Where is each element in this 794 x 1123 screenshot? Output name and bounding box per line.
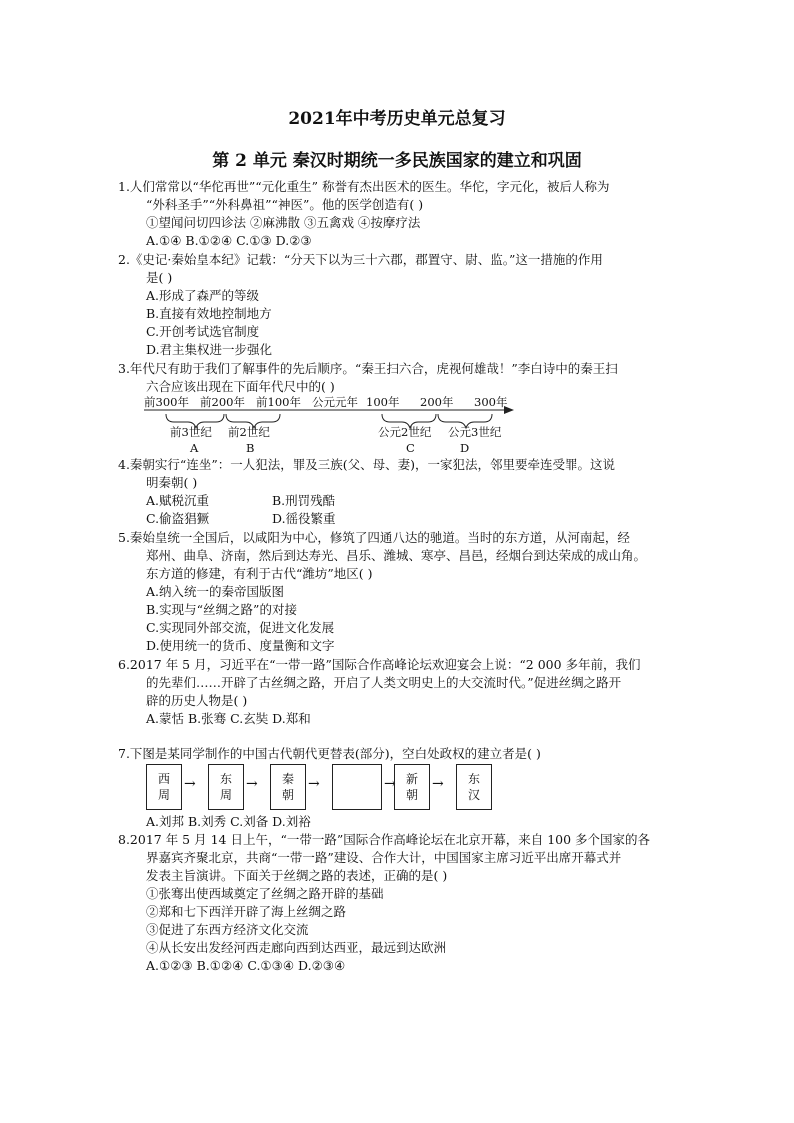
q8-item-4: ④从长安出发经河西走廊向西到达西亚，最远到达欧洲 xyxy=(146,940,447,955)
q8-item-2: ②郑和七下西洋开辟了海上丝绸之路 xyxy=(146,904,347,919)
timeline-ruler xyxy=(144,392,524,462)
dynasty-box-2-bottom: 周 xyxy=(219,788,232,802)
dynasty-box-6-bottom: 汉 xyxy=(467,788,480,802)
arrow-5: → xyxy=(432,776,444,792)
year-label-ad1: 公元元年 xyxy=(312,395,358,409)
span-label-a: 前3世纪 xyxy=(170,425,212,439)
arrow-1: → xyxy=(184,776,196,792)
q2-option-c: C.开创考试选官制度 xyxy=(146,324,260,339)
arrow-3: → xyxy=(308,776,320,792)
year-label-ad200: 200年 xyxy=(420,395,454,409)
letter-c: C xyxy=(406,441,415,455)
year-label-bc300: 前300年 xyxy=(144,395,189,409)
q1-stem-line1: 1.人们常常以“华佗再世”“元化重生” 称誉有杰出医术的医生。华佗，字元化，被后人称为 xyxy=(118,179,610,194)
q6-stem-line2: 的先辈们……开辟了古丝绸之路，开启了人类文明史上的大交流时代。”促进丝绸之路开 xyxy=(146,675,622,690)
year-label-ad100: 100年 xyxy=(366,395,400,409)
q2-option-b: B.直接有效地控制地方 xyxy=(146,306,272,321)
q7-options: A.刘邦 B.刘秀 C.刘备 D.刘裕 xyxy=(146,814,311,829)
q1-items: ①望闻问切四诊法 ②麻沸散 ③五禽戏 ④按摩疗法 xyxy=(146,215,421,230)
dynasty-box-6-top: 东 xyxy=(467,772,480,786)
q5-stem-line3: 东方道的修建，有利于古代“潍坊”地区( ) xyxy=(146,566,373,581)
q6-options: A.蒙恬 B.张骞 C.玄奘 D.郑和 xyxy=(146,711,311,726)
q4-stem-line2: 明秦朝( ) xyxy=(146,475,198,490)
year-label-ad300: 300年 xyxy=(474,395,508,409)
dynasty-box-5-top: 新 xyxy=(405,772,418,786)
q5-option-b: B.实现与“丝绸之路”的对接 xyxy=(146,602,297,617)
q8-item-3: ③促进了东西方经济文化交流 xyxy=(146,922,309,937)
q5-option-d: D.使用统一的货币、度量衡和文字 xyxy=(146,638,335,653)
q4-option-b: B.刑罚残酷 xyxy=(272,493,336,508)
q8-item-1: ①张骞出使西域奠定了丝绸之路开辟的基础 xyxy=(146,886,384,901)
q8-stem-line3: 发表主旨演讲。下面关于丝绸之路的表述，正确的是( ) xyxy=(146,868,448,883)
q4-option-a: A.赋税沉重 xyxy=(146,493,210,508)
dynasty-box-3-top: 秦 xyxy=(281,772,294,786)
dynasty-box-1-bottom: 周 xyxy=(157,788,170,802)
dynasty-box-6 xyxy=(456,764,492,810)
q3-stem-line1: 3.年代尺有助于我们了解事件的先后顺序。“秦王扫六合，虎视何雄哉！”李白诗中的秦王扫 xyxy=(118,361,618,376)
q8-stem-line1: 8.2017 年 5 月 14 日上午，“一带一路”国际合作高峰论坛在北京开幕，来自 100 多个国家的各 xyxy=(118,832,651,847)
span-label-b: 前2世纪 xyxy=(228,425,270,439)
dynasty-box-5-bottom: 朝 xyxy=(405,788,418,802)
letter-d: D xyxy=(460,441,470,455)
q2-stem-line2: 是( ) xyxy=(146,270,173,285)
q3-stem-line2: 六合应该出现在下面年代尺中的( ) xyxy=(146,379,335,394)
dynasty-box-2 xyxy=(208,764,244,810)
letter-a: A xyxy=(190,441,199,455)
arrow-4: → xyxy=(384,776,396,792)
q1-options: A.①④ B.①②④ C.①③ D.②③ xyxy=(146,233,312,248)
q2-option-d: D.君主集权进一步强化 xyxy=(146,342,273,357)
dynasty-box-5 xyxy=(394,764,430,810)
dynasty-box-blank xyxy=(332,764,382,810)
q4-stem-line1: 4.秦朝实行“连坐”：一人犯法，罪及三族(父、母、妻)，一家犯法，邻里要牵连受罪。这说 xyxy=(118,457,615,472)
q4-option-d: D.徭役繁重 xyxy=(272,511,336,526)
q6-stem-line3: 辟的历史人物是( ) xyxy=(146,693,248,708)
q4-option-c: C.偷盗猖獗 xyxy=(146,511,210,526)
q8-options: A.①②③ B.①②④ C.①③④ D.②③④ xyxy=(146,958,346,973)
dynasty-box-3-bottom: 朝 xyxy=(281,788,294,802)
q7-stem: 7.下图是某同学制作的中国古代朝代更替表(部分)，空白处政权的建立者是( ) xyxy=(118,746,541,761)
page-title: 2021年中考历史单元总复习 xyxy=(288,109,506,129)
year-label-bc200: 前200年 xyxy=(200,395,245,409)
q5-stem-line2: 郑州、曲阜、济南，然后到达寿光、昌乐、潍城、寒亭、昌邑，经烟台到达荣成的成山角。 xyxy=(146,548,647,563)
q5-option-a: A.纳入统一的秦帝国版图 xyxy=(146,584,285,599)
dynasty-box-2-top: 东 xyxy=(219,772,232,786)
year-label-bc100: 前100年 xyxy=(256,395,301,409)
letter-b: B xyxy=(246,441,255,455)
q5-option-c: C.实现同外部交流，促进文化发展 xyxy=(146,620,335,635)
span-label-c: 公元2世纪 xyxy=(378,425,432,439)
span-label-d: 公元3世纪 xyxy=(448,425,502,439)
unit-subtitle: 第 2 单元 秦汉时期统一多民族国家的建立和巩固 xyxy=(212,151,582,171)
q1-stem-line2: “外科圣手”“外科鼻祖”“神医”。他的医学创造有( ) xyxy=(146,197,424,212)
dynasty-box-3 xyxy=(270,764,306,810)
q8-stem-line2: 界嘉宾齐聚北京，共商“一带一路”建设、合作大计，中国国家主席习近平出席开幕式并 xyxy=(146,850,622,865)
dynasty-box-1 xyxy=(146,764,182,810)
q6-stem-line1: 6.2017 年 5 月，习近平在“一带一路”国际合作高峰论坛欢迎宴会上说：“2 000 多年前，我们 xyxy=(118,657,641,672)
q2-stem-line1: 2.《史记·秦始皇本纪》记载：“分天下以为三十六郡，郡置守、尉、监。”这一措施的作用 xyxy=(118,252,603,267)
dynasty-box-1-top: 西 xyxy=(157,772,170,786)
arrow-2: → xyxy=(246,776,258,792)
q5-stem-line1: 5.秦始皇统一全国后，以咸阳为中心，修筑了四通八达的驰道。当时的东方道，从河南起，经 xyxy=(118,530,630,545)
dynasty-chain xyxy=(146,764,506,814)
q2-option-a: A.形成了森严的等级 xyxy=(146,288,260,303)
